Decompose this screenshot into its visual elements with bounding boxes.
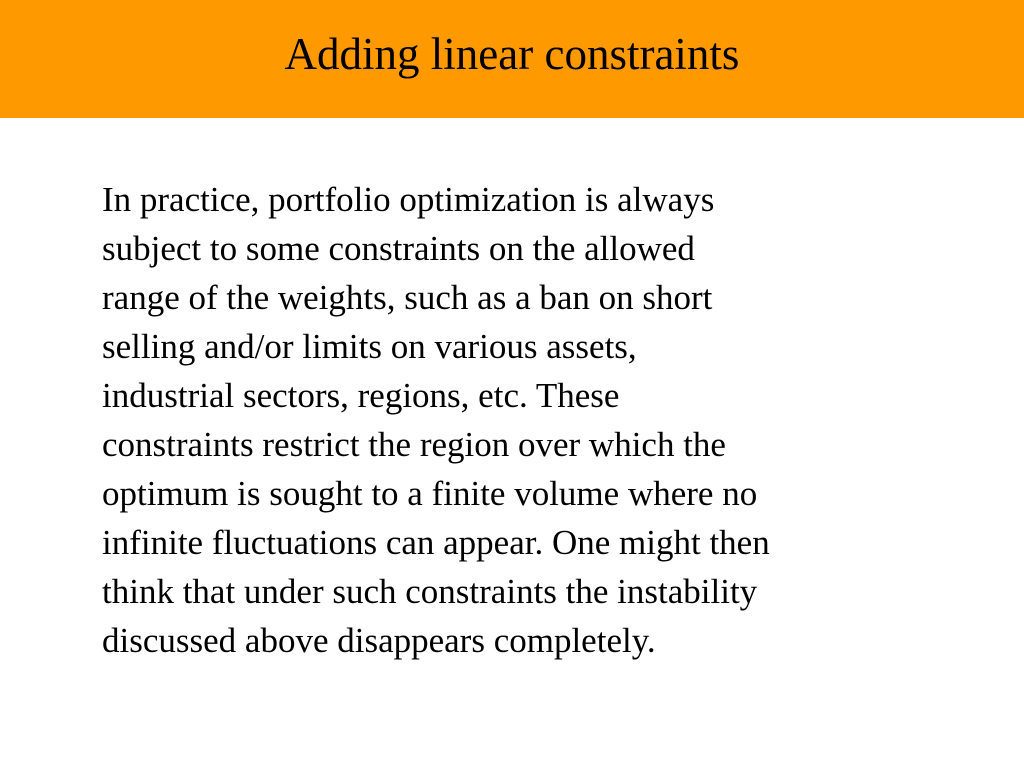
slide-title: Adding linear constraints	[284, 29, 740, 79]
body-paragraph	[102, 175, 1002, 665]
body-line: In practice, portfolio optimization is always	[102, 180, 715, 219]
body-line: selling and/or limits on various assets,	[102, 327, 637, 366]
body-line: infinite fluctuations can appear. One might then	[102, 523, 770, 562]
body-line: industrial sectors, regions, etc. These	[102, 376, 620, 415]
title-bar	[0, 0, 1024, 118]
body-line: discussed above disappears completely.	[102, 621, 656, 660]
body-line: range of the weights, such as a ban on short	[102, 278, 713, 317]
body-line: think that under such constraints the instability	[102, 572, 758, 611]
body-line: optimum is sought to a finite volume where no	[102, 474, 758, 513]
body-line: subject to some constraints on the allowed	[102, 229, 695, 268]
body-line: constraints restrict the region over which the	[102, 425, 726, 464]
